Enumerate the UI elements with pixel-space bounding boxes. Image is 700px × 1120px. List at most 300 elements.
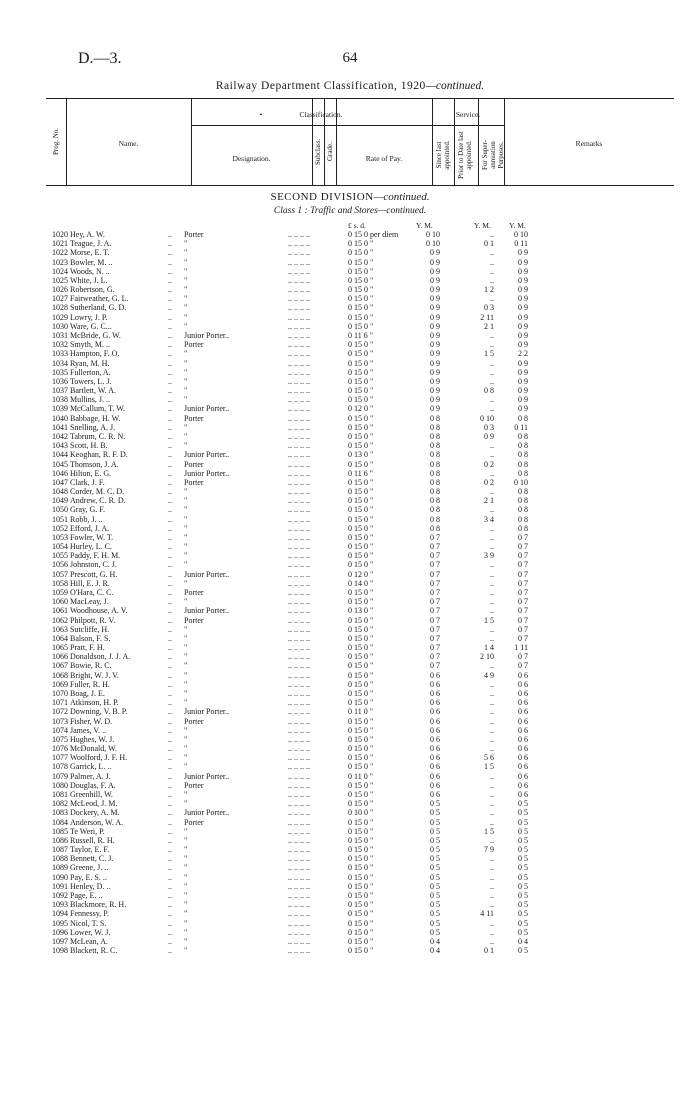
cell-name: Paddy, F. H. M.: [70, 551, 121, 561]
cell-designation: ": [184, 551, 188, 561]
cell-leader: ..: [168, 312, 172, 322]
table-row: [0, 505, 700, 514]
cell-name: Tabrum, C. R. N.: [70, 431, 126, 441]
table-row: [0, 404, 700, 413]
cell-prog-no: 1043: [52, 441, 68, 451]
cell-prior: ..: [490, 689, 494, 698]
cell-prog-no: 1032: [52, 340, 68, 350]
cell-prior: ..: [490, 588, 494, 598]
cell-superannuation: 0 5: [518, 890, 528, 900]
cell-rate-of-pay: 0 15 0 ": [348, 532, 374, 542]
cell-leader: .. .. .. ..: [288, 450, 310, 460]
cell-designation: ": [184, 395, 188, 405]
cell-rate-of-pay: 0 15 0 ": [348, 689, 374, 698]
cell-designation: Porter: [184, 340, 204, 350]
table-row: [0, 423, 700, 432]
cell-prog-no: 1087: [52, 845, 68, 855]
cell-leader: ..: [168, 753, 172, 763]
cell-leader: ..: [168, 826, 172, 836]
cell-rate-of-pay: 0 15 0 ": [348, 881, 374, 891]
table-row: [0, 313, 700, 322]
cell-superannuation: 0 5: [518, 835, 528, 845]
cell-prior: 0 2: [484, 477, 494, 487]
cell-superannuation: 0 6: [518, 670, 528, 680]
cell-prog-no: 1064: [52, 633, 68, 643]
cell-rate-of-pay: 0 15 0 ": [348, 487, 374, 497]
cell-since-last: 0 8: [430, 441, 440, 451]
cell-rate-of-pay: 0 15 0 ": [348, 643, 374, 653]
cell-designation: ": [184, 789, 188, 799]
table-row: [0, 533, 700, 542]
cell-rate-of-pay: 0 15 0 ": [348, 872, 374, 882]
cell-leader: .. .. .. ..: [288, 468, 310, 478]
cell-name: Philpott, R. V.: [70, 615, 116, 625]
cell-leader: .. .. .. ..: [288, 532, 310, 542]
cell-rate-of-pay: 0 12 0 ": [348, 569, 374, 579]
table-row: [0, 799, 700, 808]
cell-leader: .. .. .. ..: [288, 881, 310, 891]
cell-since-last: 0 9: [430, 312, 440, 322]
cell-superannuation: 0 9: [518, 340, 528, 350]
cell-superannuation: 0 7: [518, 551, 528, 561]
cell-since-last: 0 9: [430, 358, 440, 368]
cell-since-last: 0 7: [430, 606, 440, 616]
cell-leader: .. .. .. ..: [288, 330, 310, 340]
cell-designation: ": [184, 239, 188, 249]
table-row: [0, 441, 700, 450]
cell-prior: ..: [490, 569, 494, 579]
cell-leader: .. .. .. ..: [288, 441, 310, 451]
cell-rate-of-pay: 0 15 0 ": [348, 386, 374, 396]
cell-leader: .. .. .. ..: [288, 716, 310, 726]
cell-leader: ..: [168, 367, 172, 377]
cell-superannuation: 0 9: [518, 321, 528, 331]
cell-superannuation: 0 6: [518, 689, 528, 698]
cell-prior: ..: [490, 487, 494, 497]
table-row: [0, 680, 700, 689]
cell-prior: ..: [490, 679, 494, 689]
table-row: [0, 570, 700, 579]
table-row: [0, 248, 700, 257]
cell-since-last: 0 6: [430, 734, 440, 744]
cell-name: Corder, M. C. D.: [70, 487, 125, 497]
cell-rate-of-pay: 0 15 0 ": [348, 845, 374, 855]
cell-superannuation: 0 6: [518, 734, 528, 744]
cell-leader: .. .. .. ..: [288, 643, 310, 653]
cell-name: Pay, E. S. ..: [70, 872, 107, 882]
cell-superannuation: 0 8: [518, 450, 528, 460]
cell-superannuation: 0 6: [518, 789, 528, 799]
cell-name: Russell, R. H.: [70, 835, 115, 845]
cell-leader: ..: [168, 303, 172, 313]
cell-name: Fuller, R. H.: [70, 679, 110, 689]
cell-superannuation: 0 5: [518, 900, 528, 910]
cell-superannuation: 0 9: [518, 266, 528, 276]
cell-since-last: 0 5: [430, 927, 440, 937]
cell-prog-no: 1055: [52, 551, 68, 561]
cell-leader: .. .. .. ..: [288, 569, 310, 579]
cell-since-last: 0 9: [430, 367, 440, 377]
cell-leader: .. .. .. ..: [288, 734, 310, 744]
cell-superannuation: 0 5: [518, 872, 528, 882]
cell-rate-of-pay: 0 15 0 ": [348, 835, 374, 845]
cell-superannuation: 0 9: [518, 257, 528, 267]
cell-since-last: 0 9: [430, 303, 440, 313]
cell-rate-of-pay: 0 15 0 ": [348, 890, 374, 900]
cell-rate-of-pay: 0 15 0 ": [348, 633, 374, 643]
cell-leader: ..: [168, 615, 172, 625]
cell-designation: ": [184, 946, 188, 956]
cell-rate-of-pay: 0 15 0 ": [348, 358, 374, 368]
table-row: [0, 340, 700, 349]
cell-prog-no: 1031: [52, 330, 68, 340]
cell-rate-of-pay: 0 15 0 ": [348, 294, 374, 304]
table-row: [0, 689, 700, 698]
cell-designation: ": [184, 679, 188, 689]
units-ym-since: Y. M.: [416, 221, 433, 230]
cell-leader: ..: [168, 422, 172, 432]
cell-designation: ": [184, 734, 188, 744]
cell-prog-no: 1056: [52, 560, 68, 570]
cell-rate-of-pay: 0 10 0 ": [348, 808, 374, 818]
cell-name: White, J. L.: [70, 275, 108, 285]
cell-since-last: 0 6: [430, 716, 440, 726]
cell-rate-of-pay: 0 15 0 ": [348, 734, 374, 744]
cell-designation: ": [184, 367, 188, 377]
cell-leader: ..: [168, 890, 172, 900]
cell-leader: .. .. .. ..: [288, 431, 310, 441]
division-continued: —continued.: [373, 191, 430, 203]
cell-prior: ..: [490, 606, 494, 616]
cell-prior: 2 1: [484, 321, 494, 331]
table-caption: [0, 80, 700, 92]
cell-prog-no: 1066: [52, 652, 68, 662]
cell-superannuation: 0 5: [518, 918, 528, 928]
cell-name: Towers, L. J.: [70, 376, 112, 386]
cell-designation: ": [184, 560, 188, 570]
cell-since-last: 0 8: [430, 514, 440, 524]
cell-rate-of-pay: 0 13 0 ": [348, 606, 374, 616]
table-row: [0, 542, 700, 551]
cell-superannuation: 0 6: [518, 753, 528, 763]
cell-leader: ..: [168, 725, 172, 735]
cell-prog-no: 1080: [52, 780, 68, 790]
cell-since-last: 0 5: [430, 835, 440, 845]
cell-prior: ..: [490, 817, 494, 827]
cell-name: Garrick, L. ..: [70, 762, 112, 772]
table-row: [0, 946, 700, 955]
cell-prog-no: 1085: [52, 826, 68, 836]
cell-prog-no: 1081: [52, 789, 68, 799]
cell-leader: ..: [168, 514, 172, 524]
table-row: [0, 267, 700, 276]
cell-prior: ..: [490, 716, 494, 726]
cell-since-last: 0 7: [430, 661, 440, 671]
cell-name: Thomson, J. A.: [70, 459, 119, 469]
cell-name: Atkinson, H. P.: [70, 698, 119, 708]
table-row: [0, 285, 700, 294]
cell-prior: 1 5: [484, 762, 494, 772]
cell-rate-of-pay: 0 15 0 ": [348, 615, 374, 625]
cell-name: Bright, W. J. V.: [70, 670, 119, 680]
cell-since-last: 0 6: [430, 771, 440, 781]
cell-designation: ": [184, 578, 188, 588]
cell-rate-of-pay: 0 15 0 ": [348, 257, 374, 267]
cell-rate-of-pay: 0 15 0 ": [348, 863, 374, 873]
cell-prior: ..: [490, 936, 494, 946]
cell-name: Lowry, J. P.: [70, 312, 108, 322]
cell-leader: ..: [168, 441, 172, 451]
cell-prog-no: 1026: [52, 285, 68, 295]
cell-designation: ": [184, 652, 188, 662]
cell-name: Page, E. ..: [70, 890, 103, 900]
cell-leader: ..: [168, 707, 172, 717]
cell-since-last: 0 6: [430, 698, 440, 708]
cell-rate-of-pay: 0 15 0 ": [348, 946, 374, 956]
cell-rate-of-pay: 0 11 6 ": [348, 330, 373, 340]
cell-leader: ..: [168, 578, 172, 588]
cell-leader: ..: [168, 560, 172, 570]
cell-designation: ": [184, 689, 188, 698]
cell-leader: .. .. .. ..: [288, 624, 310, 634]
cell-prior: ..: [490, 789, 494, 799]
cell-name: Teague, J. A.: [70, 239, 112, 249]
cell-leader: .. .. .. ..: [288, 248, 310, 258]
cell-designation: ": [184, 881, 188, 891]
cell-leader: .. .. .. ..: [288, 312, 310, 322]
cell-name: McCallum, T. W.: [70, 404, 126, 414]
cell-rate-of-pay: 0 15 0 ": [348, 239, 374, 249]
cell-leader: .. .. .. ..: [288, 744, 310, 754]
col-bullet: •: [259, 110, 263, 119]
cell-leader: ..: [168, 780, 172, 790]
cell-leader: .. .. .. ..: [288, 321, 310, 331]
cell-since-last: 0 5: [430, 909, 440, 919]
cell-name: Hilton, E. G.: [70, 468, 112, 478]
cell-prog-no: 1040: [52, 413, 68, 423]
cell-leader: ..: [168, 257, 172, 267]
cell-superannuation: 0 7: [518, 597, 528, 607]
table-row: [0, 294, 700, 303]
cell-since-last: 0 5: [430, 845, 440, 855]
cell-leader: .. .. .. ..: [288, 477, 310, 487]
table-row: [0, 937, 700, 946]
cell-designation: ": [184, 349, 188, 359]
cell-leader: .. .. .. ..: [288, 918, 310, 928]
cell-leader: .. .. .. ..: [288, 367, 310, 377]
cell-prior: ..: [490, 257, 494, 267]
table-row: [0, 928, 700, 937]
cell-rate-of-pay: 0 15 0 ": [348, 744, 374, 754]
cell-leader: ..: [168, 927, 172, 937]
cell-prior: ..: [490, 230, 494, 239]
cell-superannuation: 0 9: [518, 285, 528, 295]
cell-superannuation: 0 6: [518, 707, 528, 717]
cell-prior: 1 2: [484, 285, 494, 295]
cell-since-last: 0 10: [426, 230, 440, 239]
cell-rate-of-pay: 0 15 0 ": [348, 909, 374, 919]
cell-prior: 2 11: [480, 312, 494, 322]
table-row: [0, 726, 700, 735]
cell-name: Woolford, J. F. H.: [70, 753, 128, 763]
cell-prog-no: 1074: [52, 725, 68, 735]
cell-superannuation: 0 9: [518, 358, 528, 368]
table-row: [0, 707, 700, 716]
cell-since-last: 0 8: [430, 422, 440, 432]
cell-name: Robb, J. ..: [70, 514, 103, 524]
table-row: [0, 919, 700, 928]
cell-superannuation: 0 8: [518, 487, 528, 497]
cell-rate-of-pay: 0 15 0 ": [348, 248, 374, 258]
cell-prior: 0 9: [484, 431, 494, 441]
cell-rate-of-pay: 0 15 0 per diem: [348, 230, 399, 239]
cell-rate-of-pay: 0 15 0 ": [348, 312, 374, 322]
cell-superannuation: 0 6: [518, 725, 528, 735]
cell-designation: Porter: [184, 716, 204, 726]
cell-designation: ": [184, 698, 188, 708]
cell-superannuation: 0 7: [518, 588, 528, 598]
cell-leader: ..: [168, 431, 172, 441]
cell-prior: 0 3: [484, 422, 494, 432]
cell-designation: Porter: [184, 230, 204, 239]
col-remarks: Remarks: [575, 139, 603, 148]
cell-leader: ..: [168, 523, 172, 533]
cell-rate-of-pay: 0 15 0 ": [348, 523, 374, 533]
cell-rate-of-pay: 0 15 0 ": [348, 551, 374, 561]
table-row: [0, 790, 700, 799]
cell-prog-no: 1023: [52, 257, 68, 267]
cell-superannuation: 0 7: [518, 624, 528, 634]
cell-name: Mullins, J. ..: [70, 395, 111, 405]
cell-designation: Porter: [184, 615, 204, 625]
cell-since-last: 0 8: [430, 450, 440, 460]
table-row: [0, 891, 700, 900]
cell-leader: .. .. .. ..: [288, 294, 310, 304]
cell-prior: ..: [490, 771, 494, 781]
cell-designation: ": [184, 762, 188, 772]
cell-prior: ..: [490, 395, 494, 405]
table-row: [0, 634, 700, 643]
cell-rate-of-pay: 0 15 0 ": [348, 588, 374, 598]
cell-leader: ..: [168, 588, 172, 598]
cell-prog-no: 1096: [52, 927, 68, 937]
cell-designation: ": [184, 900, 188, 910]
cell-since-last: 0 8: [430, 431, 440, 441]
cell-since-last: 0 9: [430, 395, 440, 405]
table-row: [0, 671, 700, 680]
cell-name: James, V. ..: [70, 725, 107, 735]
cell-prog-no: 1028: [52, 303, 68, 313]
cell-rate-of-pay: 0 15 0 ": [348, 817, 374, 827]
cell-rate-of-pay: 0 15 0 ": [348, 918, 374, 928]
cell-rate-of-pay: 0 15 0 ": [348, 900, 374, 910]
cell-designation: ": [184, 854, 188, 864]
cell-name: Gray, G. F.: [70, 505, 106, 515]
cell-since-last: 0 7: [430, 578, 440, 588]
table-row: [0, 368, 700, 377]
cell-leader: ..: [168, 661, 172, 671]
cell-leader: ..: [168, 698, 172, 708]
col-super: For Super-annuation Purposes.: [481, 140, 505, 170]
table-row: [0, 818, 700, 827]
cell-name: Blackmore, R. H.: [70, 900, 127, 910]
cell-leader: ..: [168, 835, 172, 845]
cell-leader: ..: [168, 789, 172, 799]
cell-prog-no: 1049: [52, 496, 68, 506]
cell-leader: .. .. .. ..: [288, 936, 310, 946]
cell-prog-no: 1045: [52, 459, 68, 469]
cell-superannuation: 0 9: [518, 404, 528, 414]
cell-leader: ..: [168, 340, 172, 350]
cell-leader: .. .. .. ..: [288, 835, 310, 845]
col-name: Name.: [118, 139, 139, 148]
cell-since-last: 0 9: [430, 404, 440, 414]
cell-prog-no: 1059: [52, 588, 68, 598]
cell-leader: ..: [168, 395, 172, 405]
cell-superannuation: 0 10: [514, 230, 528, 239]
cell-superannuation: 0 7: [518, 615, 528, 625]
cell-superannuation: 0 9: [518, 367, 528, 377]
cell-leader: .. .. .. ..: [288, 422, 310, 432]
cell-rate-of-pay: 0 15 0 ": [348, 679, 374, 689]
cell-designation: Junior Porter..: [184, 707, 230, 717]
cell-leader: .. .. .. ..: [288, 578, 310, 588]
cell-since-last: 0 5: [430, 881, 440, 891]
cell-superannuation: 0 9: [518, 386, 528, 396]
cell-leader: .. .. .. ..: [288, 817, 310, 827]
cell-rate-of-pay: 0 15 0 ": [348, 780, 374, 790]
cell-name: McDonald, W.: [70, 744, 117, 754]
cell-designation: Junior Porter..: [184, 771, 230, 781]
cell-since-last: 0 7: [430, 633, 440, 643]
cell-leader: .. .. .. ..: [288, 890, 310, 900]
cell-leader: .. .. .. ..: [288, 845, 310, 855]
cell-designation: ": [184, 266, 188, 276]
cell-superannuation: 0 11: [514, 239, 528, 249]
cell-prog-no: 1067: [52, 661, 68, 671]
cell-leader: ..: [168, 918, 172, 928]
cell-name: McLeod, J. M.: [70, 799, 118, 809]
cell-since-last: 0 7: [430, 551, 440, 561]
col-designation: Designation.: [232, 154, 271, 163]
cell-since-last: 0 5: [430, 918, 440, 928]
cell-rate-of-pay: 0 15 0 ": [348, 826, 374, 836]
cell-leader: .. .. .. ..: [288, 946, 310, 956]
cell-name: Bennett, C. J.: [70, 854, 114, 864]
cell-leader: ..: [168, 652, 172, 662]
cell-designation: ": [184, 624, 188, 634]
cell-prior: ..: [490, 266, 494, 276]
cell-prog-no: 1048: [52, 487, 68, 497]
cell-prog-no: 1069: [52, 679, 68, 689]
cell-name: Sutherland, G. D.: [70, 303, 127, 313]
cell-leader: ..: [168, 689, 172, 698]
cell-prog-no: 1039: [52, 404, 68, 414]
cell-prog-no: 1046: [52, 468, 68, 478]
cell-leader: .. .. .. ..: [288, 689, 310, 698]
cell-superannuation: 0 8: [518, 413, 528, 423]
cell-leader: .. .. .. ..: [288, 679, 310, 689]
cell-since-last: 0 6: [430, 725, 440, 735]
cell-leader: ..: [168, 633, 172, 643]
cell-superannuation: 0 9: [518, 303, 528, 313]
cell-leader: .. .. .. ..: [288, 854, 310, 864]
cell-superannuation: 2 2: [518, 349, 528, 359]
cell-designation: ": [184, 725, 188, 735]
cell-leader: .. .. .. ..: [288, 542, 310, 552]
cell-prior: ..: [490, 863, 494, 873]
cell-since-last: 0 7: [430, 597, 440, 607]
